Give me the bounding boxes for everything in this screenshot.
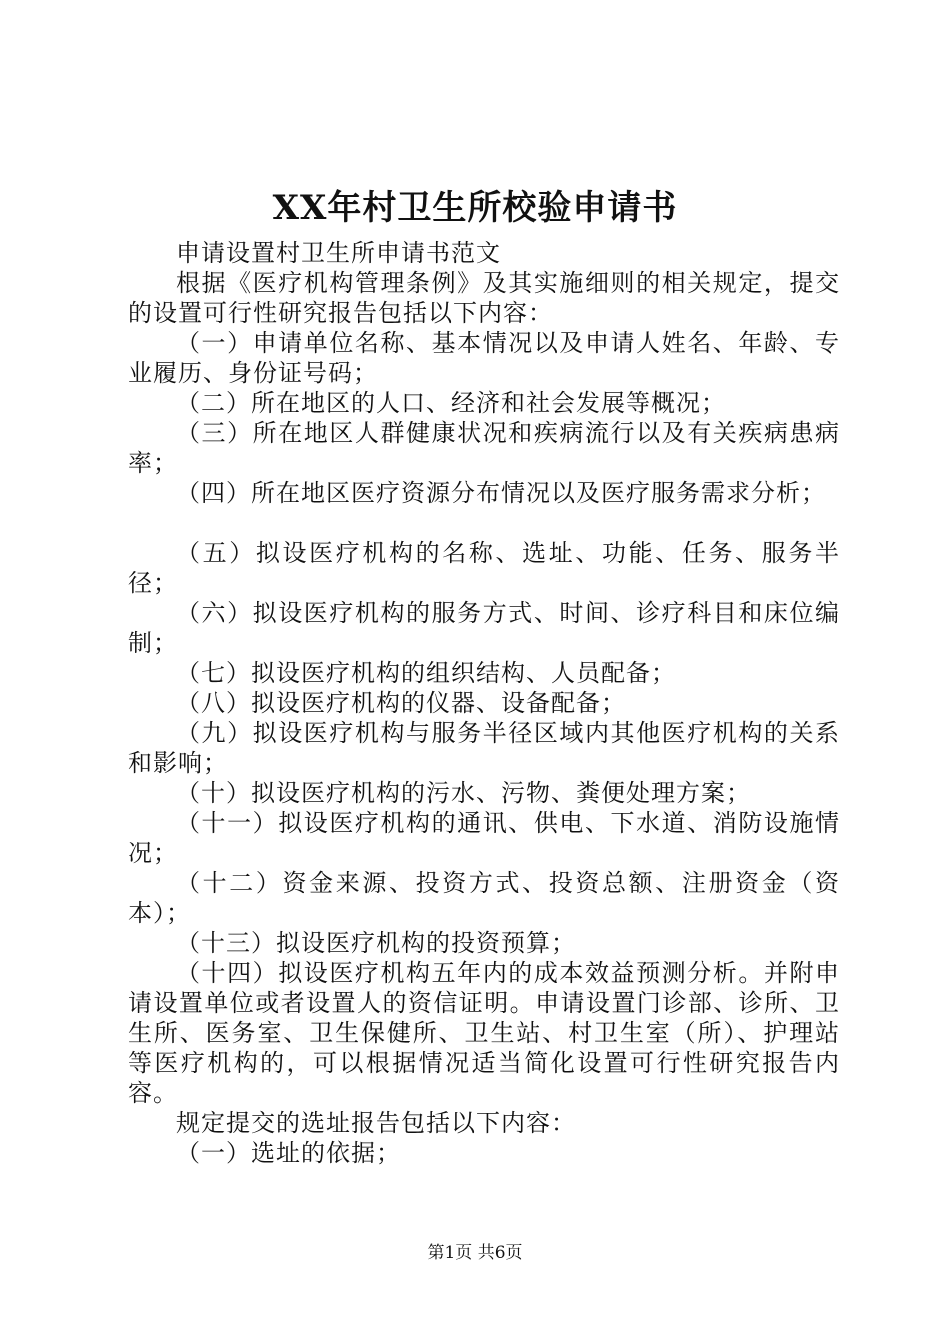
document-body — [128, 238, 840, 1168]
list-item-4: （四）所在地区医疗资源分布情况以及医疗服务需求分析； — [176, 479, 826, 507]
paragraph-subtitle: 申请设置村卫生所申请书范文 — [176, 239, 501, 267]
list-item-6: （六）拟设医疗机构的服务方式、时间、诊疗科目和床位编制； — [128, 599, 840, 657]
paragraph-site-report: 规定提交的选址报告包括以下内容： — [176, 1109, 576, 1137]
list-item-10: （十）拟设医疗机构的污水、污物、粪便处理方案； — [176, 779, 751, 807]
list-item-14: （十四）拟设医疗机构五年内的成本效益预测分析。并附申请设置单位或者设置人的资信证明。申请设置门诊部、诊所、卫生所、医务室、卫生保健所、卫生站、村卫生室（所）、护理站等医疗机构的，可以根据情况适当简化设置可行性研究报告内容。 — [128, 959, 840, 1107]
list-item-11: （十一）拟设医疗机构的通讯、供电、下水道、消防设施情况； — [128, 809, 840, 867]
list-item-9: （九）拟设医疗机构与服务半径区域内其他医疗机构的关系和影响； — [128, 719, 840, 777]
list-item-5: （五）拟设医疗机构的名称、选址、功能、任务、服务半径； — [128, 539, 840, 597]
list-item-2: （二）所在地区的人口、经济和社会发展等概况； — [176, 389, 726, 417]
document-title: XX年村卫生所校验申请书 — [272, 188, 678, 228]
list-item-3: （三）所在地区人群健康状况和疾病流行以及有关疾病患病率； — [128, 419, 840, 477]
list-item-8: （八）拟设医疗机构的仪器、设备配备； — [176, 689, 626, 717]
site-list-item-1: （一）选址的依据； — [176, 1139, 401, 1167]
list-item-7: （七）拟设医疗机构的组织结构、人员配备； — [176, 659, 676, 687]
page-footer: 第1页 共6页 — [427, 1243, 523, 1263]
paragraph-intro: 根据《医疗机构管理条例》及其实施细则的相关规定，提交的设置可行性研究报告包括以下内容： — [128, 269, 840, 327]
list-item-13: （十三）拟设医疗机构的投资预算； — [176, 929, 576, 957]
list-item-12: （十二）资金来源、投资方式、投资总额、注册资金（资本）； — [128, 869, 840, 927]
list-item-1: （一）申请单位名称、基本情况以及申请人姓名、年龄、专业履历、身份证号码； — [128, 329, 840, 387]
